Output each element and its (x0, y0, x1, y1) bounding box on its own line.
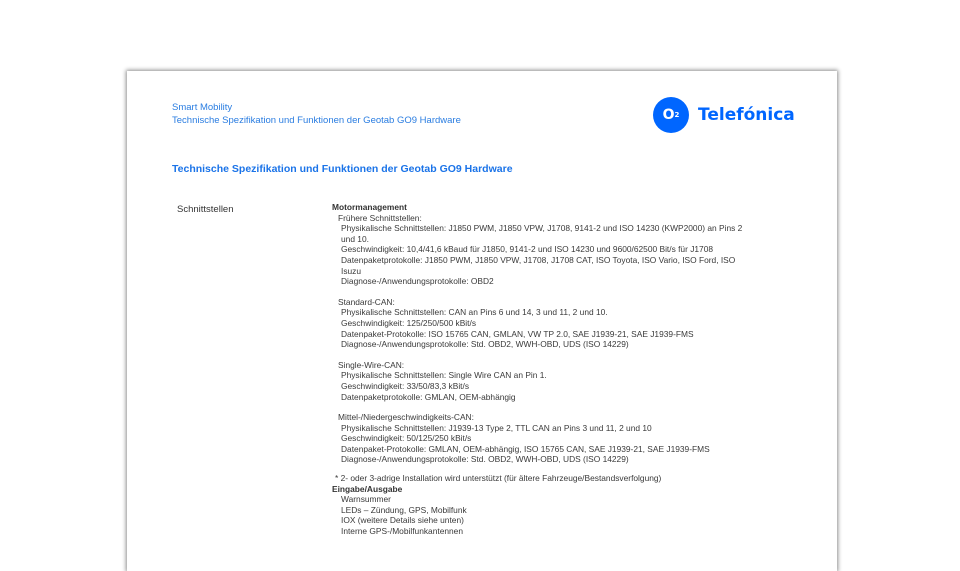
spec-line: Geschwindigkeit: 10,4/41,6 kBaud für J1850, 9141-2 und ISO 14230 und 9600/62500 Bit/s für J1708 (341, 244, 714, 255)
spec-line: Physikalische Schnittstellen: J1850 PWM, J1850 VPW, J1708, 9141-2 und ISO 14230 (KWP2000) an Pins 2 (341, 223, 743, 234)
o2-logo-subscript: 2 (674, 111, 680, 119)
motor-management-heading: Motormanagement (332, 202, 407, 212)
standard-can-title: Standard-CAN: (338, 296, 395, 307)
motor-management-block (332, 202, 787, 287)
mid-low-can-title: Mittel-/Niedergeschwindigkeits-CAN: (338, 412, 474, 423)
spec-line: Physikalische Schnittstellen: CAN an Pins 6 und 14, 3 und 11, 2 und 10. (341, 307, 608, 318)
spec-line: LEDs – Zündung, GPS, Mobilfunk (341, 504, 467, 515)
spec-line: Diagnose-/Anwendungsprotokolle: OBD2 (341, 276, 494, 287)
spec-line: Geschwindigkeit: 33/50/83,3 kBit/s (341, 380, 470, 391)
io-heading: Eingabe/Ausgabe (332, 483, 403, 494)
installation-note: * 2- oder 3-adrige Installation wird unterstützt (für ältere Fahrzeuge/Bestandsverfolgung) (335, 473, 662, 484)
spec-line: Diagnose-/Anwendungsprotokolle: Std. OBD2, WWH-OBD, UDS (ISO 14229) (341, 454, 629, 465)
o2-logo-symbol: O (662, 107, 675, 123)
spec-line: Isuzu (341, 265, 362, 276)
spec-line: Datenpaket-Protokolle: GMLAN, OEM-abhängig, ISO 15765 CAN, SAE J1939-21, SAE J1939-FMS (341, 443, 710, 454)
spec-line: Diagnose-/Anwendungsprotokolle: Std. OBD2, WWH-OBD, UDS (ISO 14229) (341, 339, 629, 350)
spec-line: Geschwindigkeit: 50/125/250 kBit/s (341, 433, 472, 444)
document-title: Technische Spezifikation und Funktionen der Geotab GO9 Hardware (172, 163, 513, 175)
spec-line: Datenpaket-Protokolle: ISO 15765 CAN, GMLAN, VW TP 2.0, SAE J1939-21, SAE J1939-FMS (341, 328, 694, 339)
single-wire-can-title: Single-Wire-CAN: (338, 359, 405, 370)
document-page (127, 71, 837, 571)
spec-line: Datenpaketprotokolle: GMLAN, OEM-abhängig (341, 391, 516, 402)
spec-line: IOX (weitere Details siehe unten) (341, 515, 464, 526)
spec-line: Datenpaketprotokolle: J1850 PWM, J1850 VPW, J1708, J1708 CAT, ISO Toyota, ISO Vario, ISO Ford, ISO (341, 254, 736, 265)
spec-content (332, 202, 787, 537)
standard-can-block (332, 297, 787, 350)
header-link-document-title[interactable]: Technische Spezifikation und Funktionen der Geotab GO9 Hardware (172, 115, 461, 126)
mid-low-can-block (332, 412, 787, 465)
spec-line: Geschwindigkeit: 125/250/500 kBit/s (341, 317, 477, 328)
spec-line: Physikalische Schnittstellen: J1939-13 Type 2, TTL CAN an Pins 3 und 11, 2 und 10 (341, 422, 652, 433)
spec-line: Physikalische Schnittstellen: Single Wire CAN an Pin 1. (341, 370, 547, 381)
header-link-smart-mobility[interactable]: Smart Mobility (172, 102, 233, 113)
page-header (172, 101, 461, 127)
section-label-schnittstellen: Schnittstellen (177, 204, 234, 215)
spec-line: Warnsummer (341, 494, 391, 505)
spec-line: und 10. (341, 233, 369, 244)
spec-line: Interne GPS-/Mobilfunkantennen (341, 526, 463, 537)
single-wire-can-block (332, 360, 787, 402)
io-block (332, 484, 787, 537)
logo-wordmark: Telefónica (698, 105, 795, 125)
telefonica-logo (653, 97, 795, 133)
earlier-interfaces-title: Frühere Schnittstellen: (338, 212, 422, 223)
o2-logo-icon (653, 97, 689, 133)
